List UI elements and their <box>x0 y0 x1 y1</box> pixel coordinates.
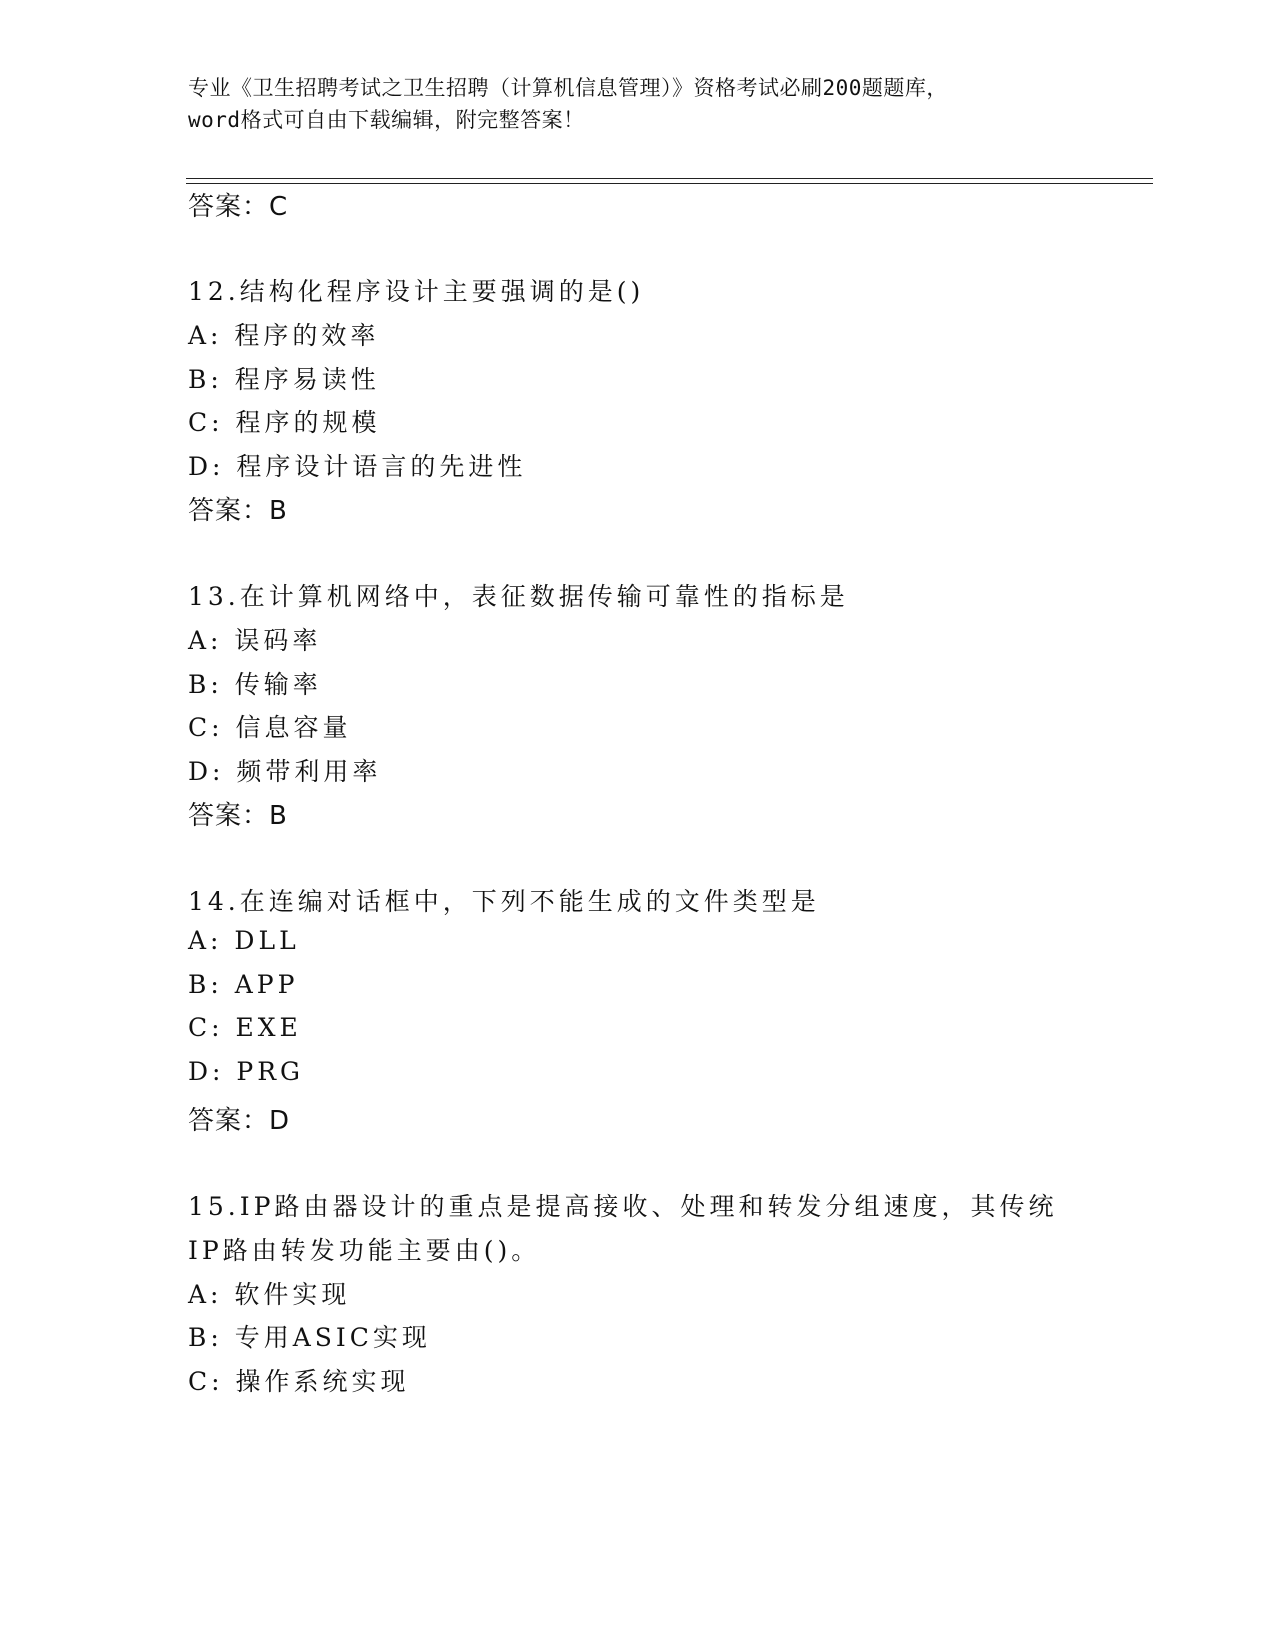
header-divider-top <box>186 178 1153 179</box>
question-14-stem: 14.在连编对话框中，下列不能生成的文件类型是 <box>188 887 820 916</box>
question-12-option-d: D: 程序设计语言的先进性 <box>188 452 527 481</box>
question-13-answer: 答案：B <box>188 801 288 831</box>
question-15-option-a: A: 软件实现 <box>188 1280 351 1309</box>
question-15-option-c: C: 操作系统实现 <box>188 1367 410 1396</box>
question-13-option-b: B: 传输率 <box>188 670 322 699</box>
question-12-option-a: A: 程序的效率 <box>188 321 380 350</box>
question-12-stem: 12.结构化程序设计主要强调的是() <box>188 277 645 306</box>
question-14-answer: 答案：D <box>188 1106 291 1136</box>
question-13-stem: 13.在计算机网络中，表征数据传输可靠性的指标是 <box>188 582 849 611</box>
question-14-option-b: B: APP <box>188 970 299 999</box>
header-divider-bottom <box>186 183 1153 184</box>
header-line-2: word格式可自由下载编辑，附完整答案！ <box>188 108 585 132</box>
question-12-option-c: C: 程序的规模 <box>188 408 381 437</box>
question-13-option-a: A: 误码率 <box>188 626 322 655</box>
question-15-stem-line-2: IP路由转发功能主要由()。 <box>188 1236 541 1265</box>
question-13-option-d: D: 频带利用率 <box>188 757 382 786</box>
question-14-option-a: A: DLL <box>188 926 300 955</box>
document-header <box>188 72 1088 136</box>
question-14-option-c: C: EXE <box>188 1013 302 1042</box>
answer-line: 答案：C <box>188 192 289 222</box>
question-12-answer: 答案：B <box>188 496 288 526</box>
question-12-option-b: B: 程序易读性 <box>188 365 380 394</box>
question-14-option-d: D: PRG <box>188 1057 305 1086</box>
question-15-option-b: B: 专用ASIC实现 <box>188 1323 431 1352</box>
header-line-1: 专业《卫生招聘考试之卫生招聘（计算机信息管理）》资格考试必刷200题题库， <box>188 76 948 100</box>
question-13-option-c: C: 信息容量 <box>188 713 352 742</box>
question-15-stem-line-1: 15.IP路由器设计的重点是提高接收、处理和转发分组速度，其传统 <box>188 1192 1058 1221</box>
